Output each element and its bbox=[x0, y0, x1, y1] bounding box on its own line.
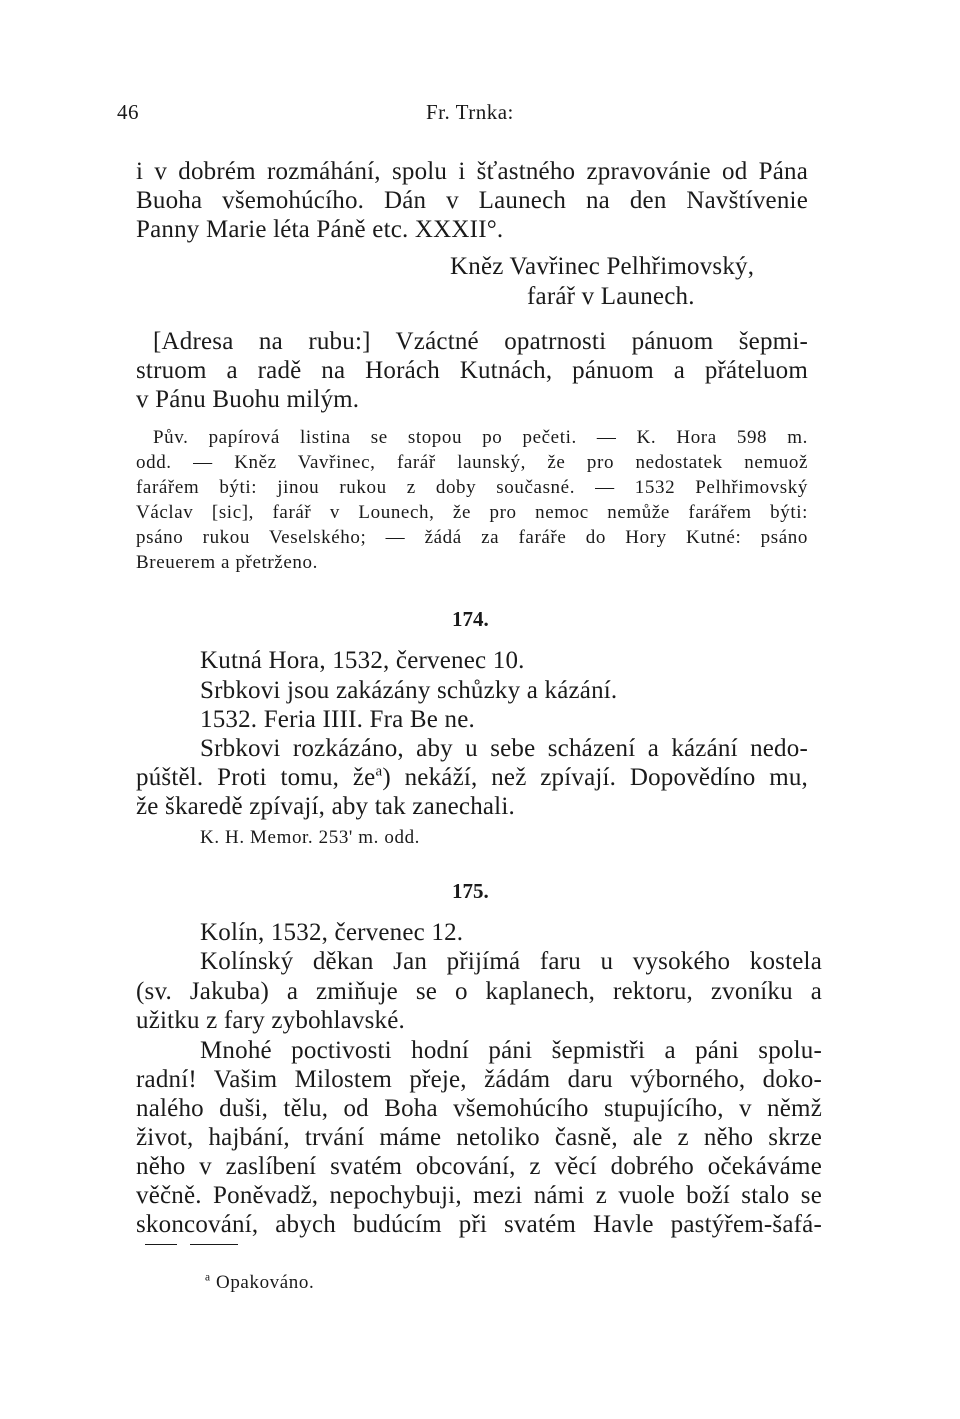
note-line: psáno rukou Veselského; — žádá za faráře do Hory Kutné: psáno bbox=[136, 527, 808, 548]
address-line: [Adresa na rubu:] Vzáctné opatrnosti pánuom šepmi- bbox=[153, 328, 808, 355]
entry-place-date: Kutná Hora, 1532, červenec 10. bbox=[200, 647, 525, 674]
entry-number: 175. bbox=[452, 879, 489, 903]
body-line: že škaredě zpívají, aby tak zanechali. bbox=[136, 793, 515, 820]
entry-summary: Srbkovi jsou zakázány schůzky a kázání. bbox=[200, 677, 618, 704]
entry-number: 174. bbox=[452, 607, 489, 631]
footnote-text: Opakováno. bbox=[216, 1272, 315, 1293]
body-line: púštěl. Proti tomu, $že^a$) nekáží, než zpívají. Dopovědíno mu, bbox=[136, 763, 808, 791]
note-line: Breuerem a přetrženo. bbox=[136, 552, 318, 573]
entry-summary-line: užitku z fary zybohlavské. bbox=[136, 1007, 405, 1034]
address-line: v Pánu Buohu milým. bbox=[136, 386, 360, 413]
footnote-marker: a bbox=[205, 1271, 211, 1284]
footnote bbox=[205, 1272, 314, 1294]
entry-summary-line: (sv. Jakuba) a zmiňuje se o kaplanech, rektoru, zvoníku a bbox=[136, 978, 822, 1005]
footnote-ref: a bbox=[375, 763, 383, 780]
note-line: odd. — Kněz Vavřinec, farář launský, že pro nedostatek nemuož bbox=[136, 452, 808, 473]
body-line: něho v zaslíbení svatém obcování, z věcí dobrého očekáváme bbox=[136, 1153, 822, 1180]
body-line: Mnohé poctivosti hodní páni šepmistři a páni spolu- bbox=[200, 1037, 822, 1064]
body-line: i v dobrém rozmáhání, spolu i šťastného zpravovánie od Pána bbox=[136, 158, 808, 185]
note-line: farářem býti: jinou rukou z doby současné. — 1532 Pelhřimovský bbox=[136, 477, 808, 498]
note-line: Pův. papírová listina se stopou po pečeti. — K. Hora 598 m. bbox=[153, 427, 808, 448]
body-line: věčně. Poněvadž, nepochybuji, mezi námi z vuole boží stalo se bbox=[136, 1182, 822, 1209]
note-line: Václav [sic], farář v Lounech, že pro nemoc nemůže farářem býti: bbox=[136, 502, 808, 523]
body-line: nalého duši, tělu, od Boha všemohúcího stupujícího, v němž bbox=[136, 1095, 822, 1122]
entry-dating: 1532. Feria IIII. Fra Be ne. bbox=[200, 706, 475, 733]
body-line: Buoha všemohúcího. Dán v Launech na den Navštívenie bbox=[136, 187, 808, 214]
entry-summary-line: Kolínský děkan Jan přijímá faru u vysokého kostela bbox=[200, 948, 822, 975]
signature-line: farář v Launech. bbox=[527, 283, 695, 310]
body-line: Srbkovi rozkázáno, aby u sebe scházení a kázání nedo- bbox=[200, 735, 808, 762]
footnote-rule bbox=[145, 1244, 177, 1245]
address-line: struom a radě na Horách Kutnách, pánuom a přáteluom bbox=[136, 357, 808, 384]
entry-place-date: Kolín, 1532, červenec 12. bbox=[200, 919, 464, 946]
body-line: život, hajbání, trvání máme netoliko časně, ale z něho skrze bbox=[136, 1124, 822, 1151]
entry-source: K. H. Memor. 253' m. odd. bbox=[200, 827, 421, 848]
body-line: skoncování, abych budúcím při svatém Havle pastýřem-šafá- bbox=[136, 1211, 822, 1238]
body-line: radní! Vašim Milostem přeje, žádám daru výborného, doko- bbox=[136, 1066, 822, 1093]
page-number: 46 bbox=[117, 100, 139, 124]
running-title: Fr. Trnka: bbox=[426, 100, 514, 124]
body-line: Panny Marie léta Páně etc. XXXII°. bbox=[136, 216, 504, 243]
signature-line: Kněz Vavřinec Pelhřimovský, bbox=[450, 253, 755, 280]
footnote-rule bbox=[190, 1244, 238, 1245]
